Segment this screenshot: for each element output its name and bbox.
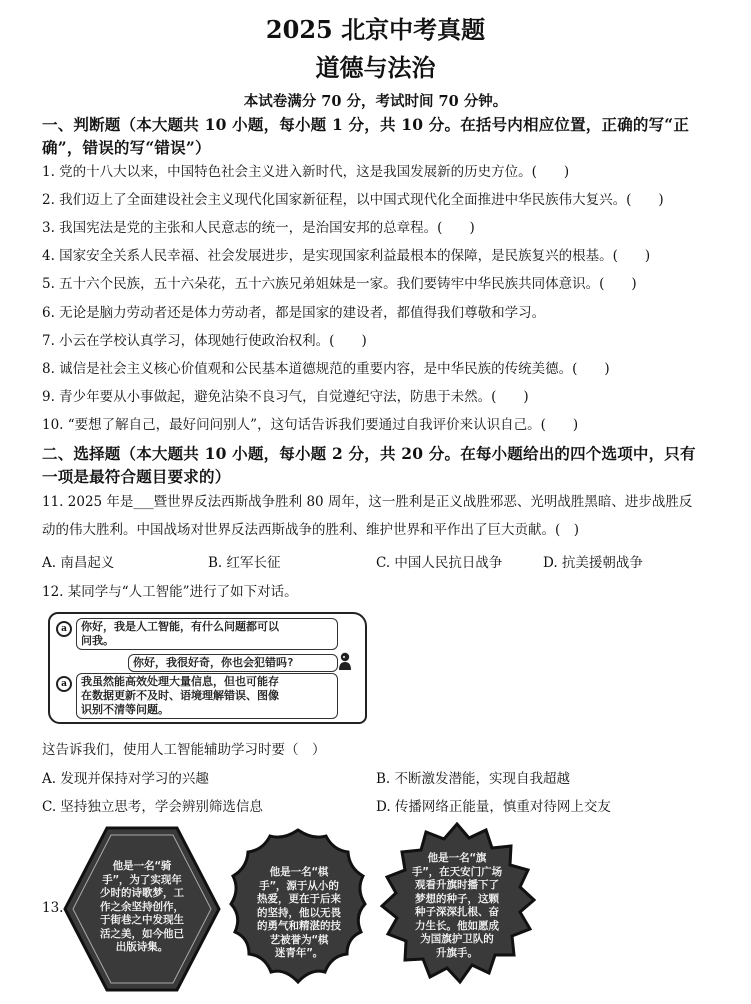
q12-option-a: A. 发现并保持对学习的兴趣 (42, 771, 209, 787)
q11-option-c: C. 中国人民抗日战争 (376, 555, 503, 571)
ai-message-1-line1: 你好，我是人工智能，有什么问题都可以 (81, 620, 279, 633)
badge-3-line: 梦想的种子，这颗 (415, 892, 499, 905)
badge-1-line: 手”，为了实现年 (102, 873, 182, 886)
badge-rider-text (78, 860, 206, 955)
badge-1-line: 活之美，如今他已 (100, 927, 184, 940)
section1-heading-line1: 一、判断题（本大题共 10 小题，每小题 1 分，共 10 分。在括号内相应位置，正确的写“正 (42, 115, 690, 134)
question-12-stem: 12. 某同学与“人工智能”进行了如下对话。 (42, 584, 298, 600)
paper-title: 2025 北京中考真题 (265, 15, 486, 44)
section2-heading-line1: 二、选择题（本大题共 10 小题，每小题 2 分，共 20 分。在每小题给出的四个选项中，只有 (42, 444, 696, 463)
badge-3-line: 种子深深扎根、奋 (415, 906, 499, 918)
q12-option-d: D. 传播网络正能量，慎重对待网上交友 (376, 799, 611, 815)
user-message: 你好，我很好奇，你也会犯错吗? (128, 654, 338, 672)
question-6: 6. 无论是脑力劳动者还是体力劳动者，都是国家的建设者，都值得我们尊敬和学习。 (42, 305, 546, 321)
badge-1-line: 少时的诗歌梦，工 (100, 887, 184, 899)
badge-flag-text (393, 852, 521, 960)
badge-3-line: 升旗手。 (436, 946, 478, 959)
badge-3-line: 力生长。他如愿成 (415, 919, 499, 932)
badge-2-line: 的坚持，他以无畏 (257, 906, 341, 919)
ai-avatar-icon-2: a (56, 676, 72, 692)
badge-2-line: 艺被誉为“棋 (269, 933, 329, 946)
question-12-prompt: 这告诉我们，使用人工智能辅助学习时要（ ） (42, 742, 326, 758)
user-avatar-icon (338, 652, 352, 670)
ai-message-1 (76, 618, 338, 650)
section2-heading (42, 442, 722, 488)
ai-message-1-line2: 问我。 (81, 634, 114, 647)
ai-message-2-line2: 在数据更新不及时、语境理解错误、图像 (81, 689, 279, 702)
q11-option-d: D. 抗美援朝战争 (543, 555, 643, 571)
ai-avatar-icon: a (56, 621, 72, 637)
badge-3-line: 手”，在天安门广场 (411, 865, 503, 878)
badge-1-line: 作之余坚持创作， (100, 900, 184, 913)
badge-2-line: 手”，源于从小的 (259, 879, 339, 892)
badge-3-line: 为国旗护卫队的 (420, 933, 494, 945)
question-1: 1. 党的十八大以来，中国特色社会主义进入新时代，这是我国发展新的历史方位。( ) (42, 164, 570, 180)
ai-chat-figure (48, 612, 367, 724)
ai-message-2-line3: 识别不清等问题。 (81, 703, 169, 716)
section1-heading (42, 113, 722, 159)
section1-heading-line2: 确”，错误的写“错误”） (42, 138, 211, 157)
question-4: 4. 国家安全关系人民幸福、社会发展进步，是实现国家利益最根本的保障，是民族复兴的根基。( ) (42, 248, 651, 264)
question-13-number: 13. (42, 900, 64, 916)
badge-2-line: 迷青年”。 (274, 947, 324, 959)
question-3: 3. 我国宪法是党的主张和人民意志的统一，是治国安邦的总章程。( ) (42, 220, 475, 236)
q12-option-c: C. 坚持独立思考，学会辨别筛选信息 (42, 799, 263, 815)
badge-1-line: 出版诗集。 (115, 941, 169, 953)
badge-1-line: 于街巷之中发现生 (100, 914, 184, 926)
question-11-line2: 动的伟大胜利。中国战场对世界反法西斯战争的胜利、维护世界和平作出了巨大贡献。( ) (42, 522, 580, 538)
exam-note: 本试卷满分 70 分，考试时间 70 分钟。 (243, 93, 508, 110)
question-11-stem (42, 488, 722, 544)
question-10: 10. “要想了解自己，最好问问别人”，这句话告诉我们要通过自我评价来认识自己。( ) (42, 417, 579, 433)
question-7: 7. 小云在学校认真学习，体现她行使政治权利。( ) (42, 333, 367, 349)
question-8: 8. 诚信是社会主义核心价值观和公民基本道德规范的重要内容，是中华民族的传统美德。( ) (42, 361, 610, 377)
badge-1-line: 他是一名“骑 (112, 860, 172, 872)
badge-2-line: 热爱，更在于后来 (257, 893, 341, 905)
q11-option-b: B. 红军长征 (208, 555, 281, 571)
badge-chess-text (240, 866, 358, 961)
subject-title: 道德与法治 (315, 53, 436, 82)
question-2: 2. 我们迈上了全面建设社会主义现代化国家新征程，以中国式现代化全面推进中华民族伟大复兴。( ) (42, 192, 664, 208)
ai-message-2-line1: 我虽然能高效处理大量信息，但也可能存 (81, 675, 279, 688)
badge-2-line: 他是一名“棋 (269, 866, 329, 878)
badge-3-line: 他是一名“旗 (427, 852, 487, 864)
section2-heading-line2: 一项是最符合题目要求的） (42, 467, 231, 486)
badge-2-line: 的勇气和精湛的技 (257, 920, 341, 932)
badge-3-line: 观看升旗时播下了 (415, 879, 499, 891)
q11-option-a: A. 南昌起义 (42, 555, 115, 571)
q12-option-b: B. 不断激发潜能，实现自我超越 (376, 771, 571, 787)
question-5: 5. 五十六个民族，五十六朵花，五十六族兄弟姐妹是一家。我们要铸牢中华民族共同体意识。( ) (42, 276, 637, 292)
ai-message-2 (76, 673, 338, 719)
question-11-line1: 11. 2025 年是___暨世界反法西斯战争胜利 80 周年，这一胜利是正义战胜邪恶、光明战胜黑暗、进步战胜反 (42, 494, 693, 510)
question-9: 9. 青少年要从小事做起，避免沾染不良习气，自觉遵纪守法，防患于未然。( ) (42, 389, 529, 405)
